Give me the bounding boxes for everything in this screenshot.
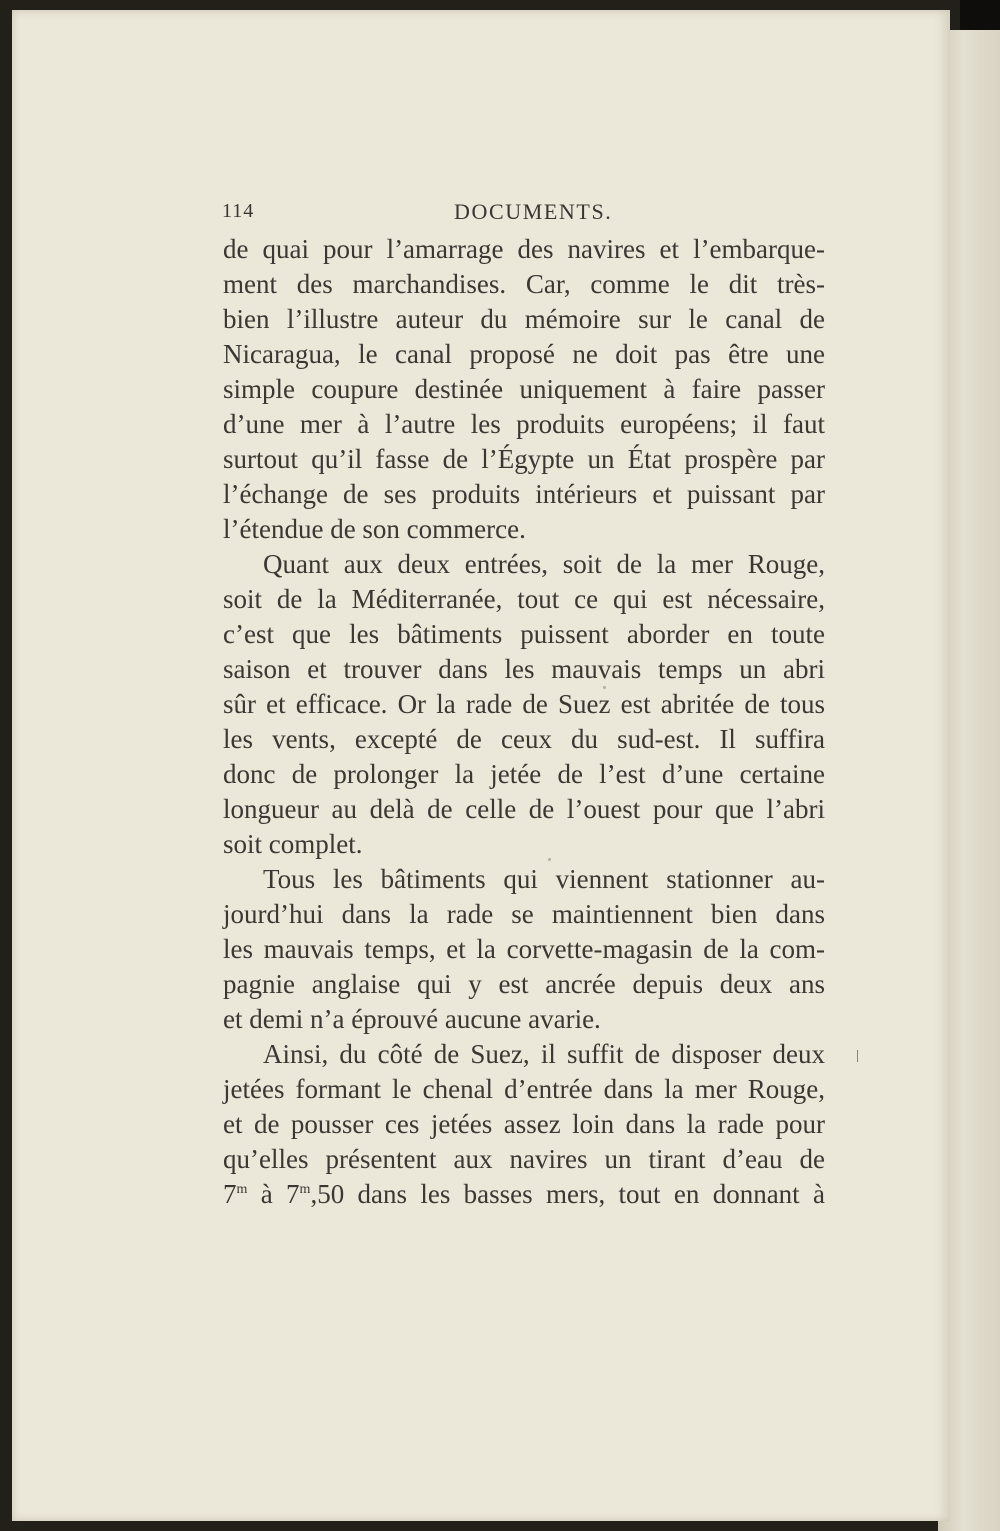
text-line: et de pousser ces jetées assez loin dans la rade pour (223, 1109, 825, 1139)
page-number: 114 (222, 200, 255, 222)
text-line: c’est que les bâtiments puissent aborder en toute (223, 619, 825, 649)
paper-speck (603, 686, 606, 689)
depth-value: 7 (223, 1179, 237, 1209)
text-fragment: à 7 (247, 1179, 300, 1209)
running-title: DOCUMENTS. (454, 199, 613, 224)
text-line: Nicaragua, le canal proposé ne doit pas être une (223, 339, 825, 369)
paragraph (223, 547, 825, 862)
paragraph (223, 232, 825, 547)
paragraph (223, 1037, 825, 1212)
text-line: les mauvais temps, et la corvette-magasin de la com- (223, 934, 825, 964)
text-line: simple coupure destinée uniquement à faire passer (223, 374, 825, 404)
text-line: soit complet. (223, 829, 363, 859)
text-line: saison et trouver dans les mauvais temps un abri (223, 654, 825, 684)
text-line: surtout qu’il fasse de l’Égypte un État prospère par (223, 444, 825, 474)
text-line: donc de prolonger la jetée de l’est d’une certaine (223, 759, 825, 789)
text-line: bien l’illustre auteur du mémoire sur le canal de (223, 304, 825, 334)
text-line: qu’elles présentent aux navires un tirant d’eau de (223, 1144, 825, 1174)
text-line: jourd’hui dans la rade se maintiennent bien dans (223, 899, 825, 929)
unit-superscript: m (236, 1182, 248, 1197)
text-line: de quai pour l’amarrage des navires et l’embarque- (223, 234, 825, 264)
text-line: l’échange de ses produits intérieurs et puissant par (223, 479, 825, 509)
paper-mark (857, 1050, 858, 1062)
text-line (223, 1177, 825, 1212)
text-line: Quant aux deux entrées, soit de la mer Rouge, (263, 549, 825, 579)
body-text (223, 232, 825, 1212)
text-line: jetées formant le chenal d’entrée dans la mer Rouge, (223, 1074, 825, 1104)
text-line: l’étendue de son commerce. (223, 514, 526, 544)
text-line: les vents, excepté de ceux du sud-est. Il suffira (223, 724, 825, 754)
text-line: Tous les bâtiments qui viennent stationner au- (263, 864, 825, 894)
book-spine (960, 0, 1000, 30)
running-head (222, 192, 822, 222)
text-line: d’une mer à l’autre les produits européens; il faut (223, 409, 825, 439)
text-line: longueur au delà de celle de l’ouest pour que l’abri (223, 794, 825, 824)
text-fragment: ,50 dans les basses mers, tout en donnant à (310, 1179, 826, 1209)
text-line: soit de la Méditerranée, tout ce qui est nécessaire, (223, 584, 825, 614)
text-line: pagnie anglaise qui y est ancrée depuis deux ans (223, 969, 825, 999)
paper-speck (548, 858, 551, 861)
text-line: et demi n’a éprouvé aucune avarie. (223, 1004, 601, 1034)
paragraph (223, 862, 825, 1037)
text-line: Ainsi, du côté de Suez, il suffit de disposer deux (263, 1039, 825, 1069)
text-line: ment des marchandises. Car, comme le dit très- (223, 269, 825, 299)
text-line: sûr et efficace. Or la rade de Suez est abritée de tous (223, 689, 825, 719)
unit-superscript: m (299, 1182, 311, 1197)
